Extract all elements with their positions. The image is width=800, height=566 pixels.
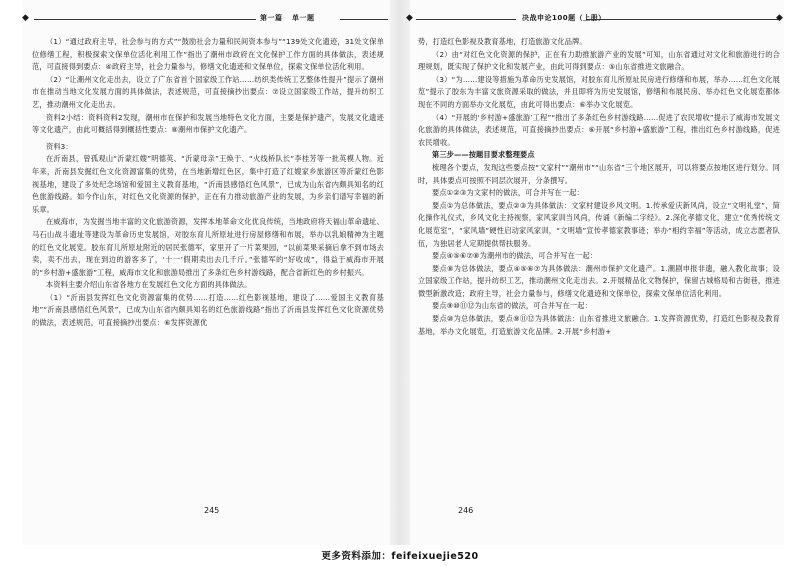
header-part-label: 第一篇: [260, 14, 283, 22]
footer-caption: 更多资料添加：feifeixuejie520: [321, 551, 479, 562]
paragraph: 本资料主要介绍山东省各地方在发展红色文化方面的具体做法。: [46, 280, 252, 290]
diamond-ornament-icon: ◆: [22, 13, 30, 23]
paragraph: 要点④⑤⑥⑦⑧为潮州市的做法，可合并写在一起：: [432, 251, 598, 261]
paragraph: 资料2小结：资料资料2发现，潮州市在保护和发展当地特色文化方面，主要是保护遗产，发展文化遗迹等文化遗产，由此可概括得到概括性要点：⑧潮州市保护文化遗产。: [32, 112, 384, 135]
diamond-ornament-icon: ◆: [406, 13, 414, 23]
left-page-body: [32, 36, 384, 330]
paragraph: 要点⑨⑩⑪⑫为山东省的做法，可合并写在一起：: [432, 301, 592, 311]
paragraph: （3）“为……建设等措施为革命历史发展馆，对胶东育儿所原址民房进行修缮和布展，举办……红色文化展览”提示了胶东为丰富文旅资源采取的做法，并且即将为历史发展馆，修缮和布展民房、举办红色文化展览都体现在不同的方面举办文化展览，由此可得出要点：⑥举办文化展览。: [418, 74, 780, 109]
paragraph: 要点①为总体做法，要点②③为具体做法：文家村建设乡风文明。1.传承爱庆新风尚，设立“文明礼堂”，简化操作礼仪式，乡风文化主持视察，家风家训当风尚，传诵《新编二字经》。2.深化孝德文化，建立“优秀传统文化展览室”，“家风墙”硬性启动家风家训，“文明墙”宣传孝德家教事迹；举办“相约幸福”等活动，成立志愿者队伍，为独居老人定期提供帮扶服务。: [418, 200, 780, 248]
paragraph: （1）“通过政府主导，社会参与的方式”“鼓励社会力量和民间资本参与”“139处文化遗迹，31处文保单位修缮工程，积极探索文保单位活化利用工作”指出了潮州市政府在文化保护工作方面的具体做法，表述规范，可直接得到要点：④政府主导，社会力量参与，修缮文化遗迹和文保单位，探索文保单位活化利用。: [32, 37, 384, 72]
diamond-ornament-icon: ◆: [776, 13, 784, 23]
paragraph: 在沂南县，曾孤观山“沂蒙红嫂”明德英、“沂蒙母亲”王焕于、“火线桥队长”李桂芳等一批英模人物。近年来，沂南县发掘红色文化资源富集的优势，在当地新增红色区，集中打造了红嫂家乡旅游区等沂蒙红色影视基地，建设了多处纪念场馆和爱国主义教育基地，“沂南县感悟红色风景”，已成为山东省内颇具知名的红色旅游线路。如今作山东，对红色文化资源的保护，正在有力推动旅游产业的发展，为乡亲们谱写幸福的新乐章。: [32, 154, 384, 214]
page-number: 245: [204, 506, 220, 515]
paragraph: 要点⑩为总体做法，要点⑨⑪⑫为具体做法：山东省推进文旅融合。1.发挥资源优势，打造红色影视及教育基地，举办文化展览，打造旅游文化品牌。2.开展“乡村游+: [418, 314, 780, 336]
header-rule: [340, 19, 388, 20]
book-gutter: [390, 0, 410, 545]
right-page-body: [418, 36, 780, 338]
paragraph: （2）由“对红色文化资源的保护，正在有力助推旅游产业的发展”可知，山东省通过对文化和旅游进行的合理规划，既实现了保护文化和发展产业，由此可得到要点：⑤山东省推进文旅融合。: [418, 49, 780, 72]
paragraph: 要点①②③为文家村的做法，可合并写在一起：: [432, 188, 584, 198]
paragraph: 要点⑧为总体做法，要点④⑤⑥⑦为具体做法：潮州市保护文化遗产。1.潮剧申报非遗，融入教化故事；设立国家级工作站，提升纺织工艺，推动潮州文化走出去。2.开展精品化文物保护，保留古城格局和古街巷，推进微型新激改造；政府主导，社会力量参与，修缮文化遗迹和文保单位，探索文保单位活化利用。: [418, 263, 780, 298]
header-section-title: 单一题: [292, 14, 315, 22]
right-page-header: [406, 12, 784, 26]
paragraph: 在威海市，为发掘当地丰富的文化旅游资源，发挥本地革命文化优良传统，当地政府将天福山革命遗址、马石山战斗遗址等建设为革命历史发展馆，对胶东育儿所原址进行房屋修缮和布展，举办以乳娘精神为主题的红色文化展览。胶东育儿所原址附近的居民张德军，家里开了一片菜果园，“以前菜果采摘后拿不到市场去卖，卖不出去，现在到边的游客多了，‘十一’假期卖出去几千斤。”张德军的“好收成”，得益于威海市开展的“乡村游+盛旅游”工程，威海市文化和旅游局推出了多条红色乡村游线路，配合省新红色的乡村振兴。: [32, 217, 384, 277]
paragraph: 势，打造红色影视及教育基地，打造旅游文化品牌。: [418, 37, 587, 46]
left-page: [22, 0, 390, 545]
step-heading: 第三步——按题目要求整理要点: [432, 150, 535, 160]
left-page-header: [22, 12, 390, 26]
paragraph: （1）“沂南县发挥红色文化资源富集的优势……打造……红色影视基地，建设了……爱国主义教育基地”“沂南县感悟红色风景”，已成为山东省内颇具知名的红色旅游线路”指出了沂南县发挥红色文化资源优势的做法，表述规范，可直接摘抄出要点：⑥发挥资源优: [32, 292, 384, 328]
paragraph: （4）“开展的‘乡村游+盛旅游’工程”“推出了多条红色乡村游线路……促进了农民增收”提示了威海市发展文化旅游的具体做法，表述规范，可直接摘抄出要点：⑥开展“乡村游+盛旅游”工程，推出红色乡村游线路，促进农民增收。: [418, 112, 780, 147]
paragraph: （2）“让潮州文化走出去，设立了广东省首个国家级工作站……纺织类传统工艺整体性提升”提示了潮州市在推动当地文化发展方面的具体做法，表述规范，可直接摘抄出要点：⑦设立国家级工作站，提升纺织工艺，推动潮州文化走出去。: [32, 74, 384, 109]
paragraph: 梳理各个要点，发现这些要点按“文家村”“潮州市”“山东省”三个地区展开，可以将要点按地区进行划分。同时，具体要点可按照不同层次展开，分条撰写。: [418, 162, 780, 185]
page-number: 246: [458, 506, 474, 515]
right-page: [406, 0, 784, 545]
header-rule: [416, 19, 516, 20]
material-heading: 资料3：: [46, 141, 73, 151]
header-book-title: 决战申论100题（上册）: [522, 14, 606, 22]
header-rule: [34, 19, 256, 20]
header-rule: [586, 19, 780, 20]
